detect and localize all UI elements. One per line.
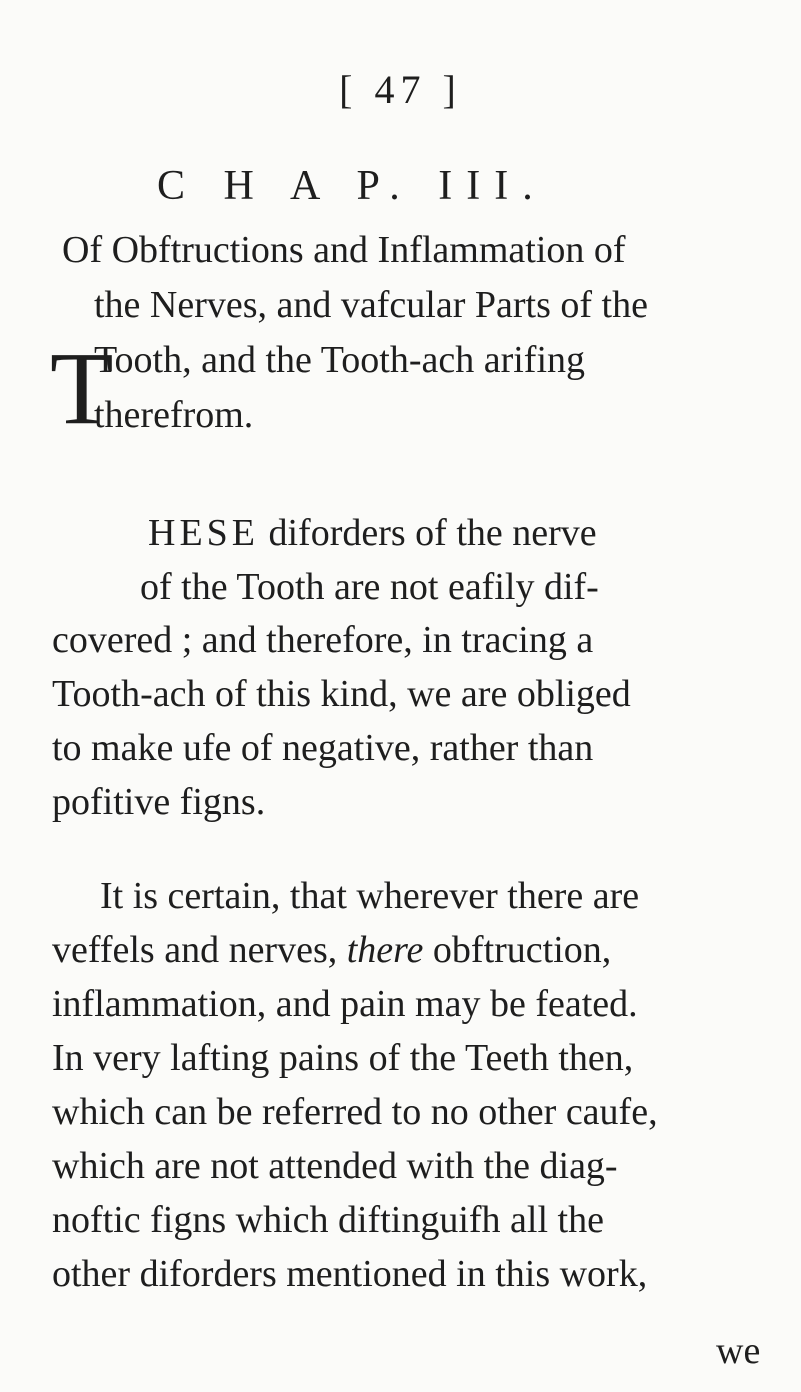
paragraph-line: covered ; and therefore, in tracing a — [52, 619, 594, 661]
paragraph-line: to make ufe of negative, rather than — [52, 727, 594, 769]
paragraph-line: pofitive figns. — [52, 781, 266, 823]
chapter-title-line: Of Obftructions and Inflammation of — [62, 229, 626, 271]
paragraph-line: other diforders mentioned in this work, — [52, 1253, 648, 1295]
catchword: we — [716, 1330, 761, 1372]
chapter-title-line: therefrom. — [94, 394, 254, 436]
paragraph-line: In very lafting pains of the Teeth then, — [52, 1037, 634, 1079]
paragraph-line — [148, 514, 597, 552]
chapter-title-line: the Nerves, and vafcular Parts of the — [94, 284, 648, 326]
text-run: veffels and nerves, — [52, 929, 347, 971]
paragraph-line: inflammation, and pain may be feated. — [52, 983, 638, 1025]
page-number: [ 47 ] — [339, 67, 462, 112]
first-word-caps: HESE — [148, 512, 259, 554]
paragraph-line: of the Tooth are not eafily dif- — [140, 566, 599, 608]
paragraph-line: It is certain, that wherever there are — [100, 875, 640, 917]
first-line-rest: diforders of the nerve — [259, 512, 597, 554]
paragraph-line — [52, 931, 611, 969]
text-run: obftruction, — [423, 929, 612, 971]
paragraph-line: noftic figns which diftinguifh all the — [52, 1199, 604, 1241]
paragraph-line: which can be referred to no other caufe, — [52, 1091, 658, 1133]
paragraph-line: which are not attended with the diag- — [52, 1145, 618, 1187]
italic-word: there — [346, 929, 424, 971]
chapter-heading: C H A P. III. — [157, 163, 547, 209]
paragraph-line: Tooth-ach of this kind, we are obliged — [52, 673, 631, 715]
drop-cap: T — [50, 331, 114, 446]
chapter-title-line: Tooth, and the Tooth-ach arifing — [94, 339, 586, 381]
